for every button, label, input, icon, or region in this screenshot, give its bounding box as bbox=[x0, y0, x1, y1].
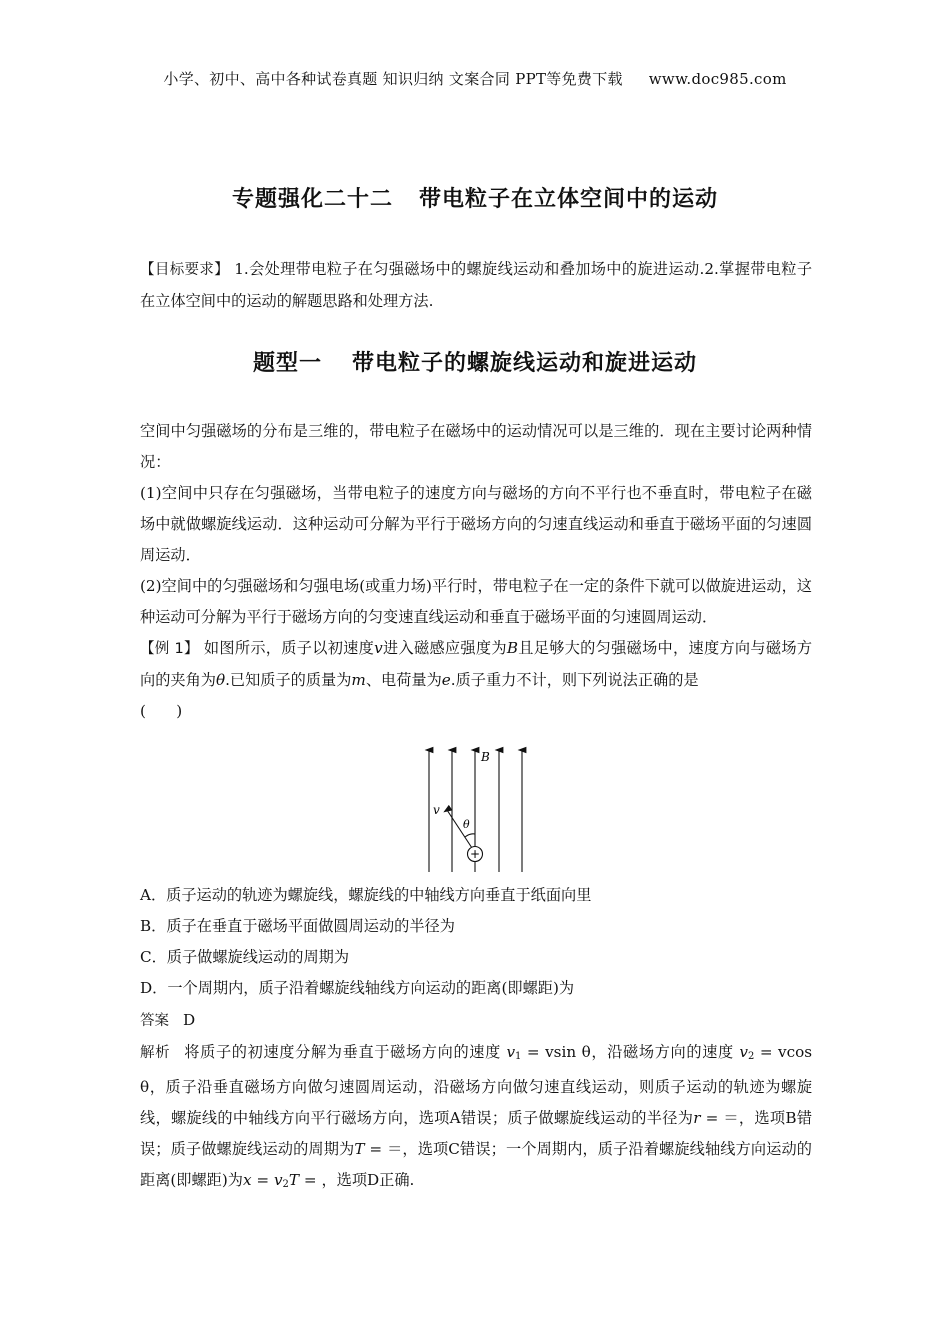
analysis-T: T bbox=[354, 1140, 365, 1158]
answer-label: 答案 bbox=[140, 1013, 169, 1029]
velocity-label-v: v bbox=[433, 803, 440, 817]
answer-line bbox=[140, 1005, 812, 1037]
plus-sign: + bbox=[469, 847, 481, 861]
field-label-B: B bbox=[481, 750, 490, 764]
options-block bbox=[140, 880, 812, 1004]
page-title bbox=[0, 182, 950, 213]
goal-text: 1.会处理带电粒子在匀强磁场中的螺旋线运动和叠加场中的旋进运动.2.掌握带电粒子在立体空间中的运动的解题思路和处理方法. bbox=[140, 260, 813, 310]
example-t2: 进入磁感应强度为 bbox=[382, 639, 507, 657]
analysis-r: r bbox=[693, 1109, 701, 1127]
example-e: e bbox=[441, 671, 451, 689]
example-paren: ( ) bbox=[140, 702, 183, 720]
intro-p2: (1)空间中只存在匀强磁场，当带电粒子的速度方向与磁场的方向不平行也不垂直时，带电粒子在磁场中就做螺旋线运动．这种运动可分解为平行于磁场方向的匀速直线运动和垂直于磁场平面的匀速圆周运动． bbox=[140, 484, 812, 564]
analysis-v1: v bbox=[506, 1043, 516, 1061]
analysis-s7: ，质子沿垂直磁场方向做匀速圆周运动，沿磁场方向做匀速直线运动，则质子运动的轨迹为螺旋线，螺旋线的中轴线方向平行磁场方向，选项A错误；质子做螺旋线运动的半径为 bbox=[140, 1078, 812, 1127]
analysis-s2: = bbox=[521, 1043, 546, 1061]
example-t5: 、电荷量为 bbox=[365, 671, 442, 689]
angle-label-theta: θ bbox=[463, 818, 470, 831]
analysis-s6: vcos θ bbox=[140, 1043, 813, 1096]
intro-block bbox=[140, 416, 812, 727]
option-b[interactable]: B．质子在垂直于磁场平面做圆周运动的半径为 bbox=[140, 917, 455, 935]
option-c[interactable]: C．质子做螺旋线运动的周期为 bbox=[140, 948, 350, 966]
example-label: 【例 1】 bbox=[140, 641, 199, 657]
analysis-s4: ，沿磁场方向的速度 bbox=[590, 1043, 734, 1061]
analysis-s10: = bbox=[251, 1171, 274, 1189]
analysis-s9: = ＝，选项C错误；一个周期内，质子沿着螺旋线轴线方向运动的距离(即螺距)为 bbox=[140, 1140, 812, 1189]
analysis-s5: = bbox=[754, 1043, 779, 1061]
section-right: 带电粒子的螺旋线运动和旋进运动 bbox=[352, 351, 698, 376]
section-left: 题型一 bbox=[252, 351, 322, 376]
option-d[interactable]: D．一个周期内，质子沿着螺旋线轴线方向运动的距离(即螺距)为 bbox=[140, 979, 575, 997]
title-left: 专题强化二十二 bbox=[231, 187, 393, 212]
analysis-label: 解析 bbox=[140, 1045, 171, 1061]
goal-label: 【目标要求】 bbox=[140, 262, 230, 278]
example-t6: .质子重力不计，则下列说法正确的是 bbox=[450, 671, 699, 689]
example-t3: 且足够大的匀强磁场中，速度方向与磁场方向的夹角为 bbox=[140, 639, 813, 689]
example-theta: θ bbox=[215, 671, 226, 689]
title-right: 带电粒子在立体空间中的运动 bbox=[419, 187, 719, 212]
analysis-paragraph: 解析 将质子的初速度分解为垂直于磁场方向的速度 $v_1 = vsin$ θ，沿磁场方向的速度 $v_2 = vcos$ θ，质子沿垂直磁场方向做匀速圆周运动，沿磁场方向做匀速直线运动，则质子运动的轨迹为螺旋线，螺旋线的中轴线方向平行磁场方向，选项A错误；质子做螺旋线运动的半径为r = ＝，选项B错误；质子做螺旋线运动的周期为T = ＝，选项C错误；一个周期内，质子沿着螺旋线轴线方向运动的距离(即螺距)为$x = v_2T$ = ，选项D正确. bbox=[140, 1043, 813, 1190]
header-text: 小学、初中、高中各种试卷真题 知识归纳 文案合同 PPT等免费下载 bbox=[163, 70, 623, 88]
analysis-v2: v bbox=[739, 1043, 748, 1061]
analysis-s3: vsin θ bbox=[545, 1043, 591, 1061]
option-a[interactable]: A．质子运动的轨迹为螺旋线，螺旋线的中轴线方向垂直于纸面向里 bbox=[140, 886, 592, 904]
analysis-s1: 将质子的初速度分解为垂直于磁场方向的速度 bbox=[184, 1043, 501, 1061]
header-site-link[interactable]: www.doc985.com bbox=[648, 70, 787, 88]
example-v: v bbox=[374, 639, 383, 657]
example-t4: .已知质子的质量为 bbox=[225, 671, 352, 689]
goal-paragraph bbox=[140, 254, 812, 317]
section-title bbox=[0, 346, 950, 377]
analysis-s8: = ＝，选项B错误；质子做螺旋线运动的周期为 bbox=[140, 1109, 813, 1158]
example-paragraph bbox=[140, 633, 812, 696]
magnetic-field-figure bbox=[415, 744, 535, 874]
analysis-x: x bbox=[242, 1171, 252, 1189]
angle-arc bbox=[465, 834, 475, 837]
intro-p3: (2)空间中的匀强磁场和匀强电场(或重力场)平行时，带电粒子在一定的条件下就可以做旋进运动，这种运动可分解为平行于磁场方向的匀变速直线运动和垂直于磁场平面的匀速圆周运动． bbox=[140, 577, 812, 626]
example-B: B bbox=[506, 639, 518, 657]
example-m: m bbox=[351, 671, 366, 689]
intro-p1: 空间中匀强磁场的分布是三维的，带电粒子在磁场中的运动情况可以是三维的．现在主要讨论两种情况： bbox=[140, 422, 812, 471]
page-header bbox=[0, 68, 950, 89]
answer-value: D bbox=[183, 1011, 196, 1029]
analysis-s12: = ，选项D正确. bbox=[299, 1171, 415, 1189]
answer-block bbox=[140, 1005, 812, 1200]
analysis-s11: T bbox=[288, 1171, 300, 1189]
example-t1: 如图所示，质子以初速度 bbox=[203, 639, 375, 657]
